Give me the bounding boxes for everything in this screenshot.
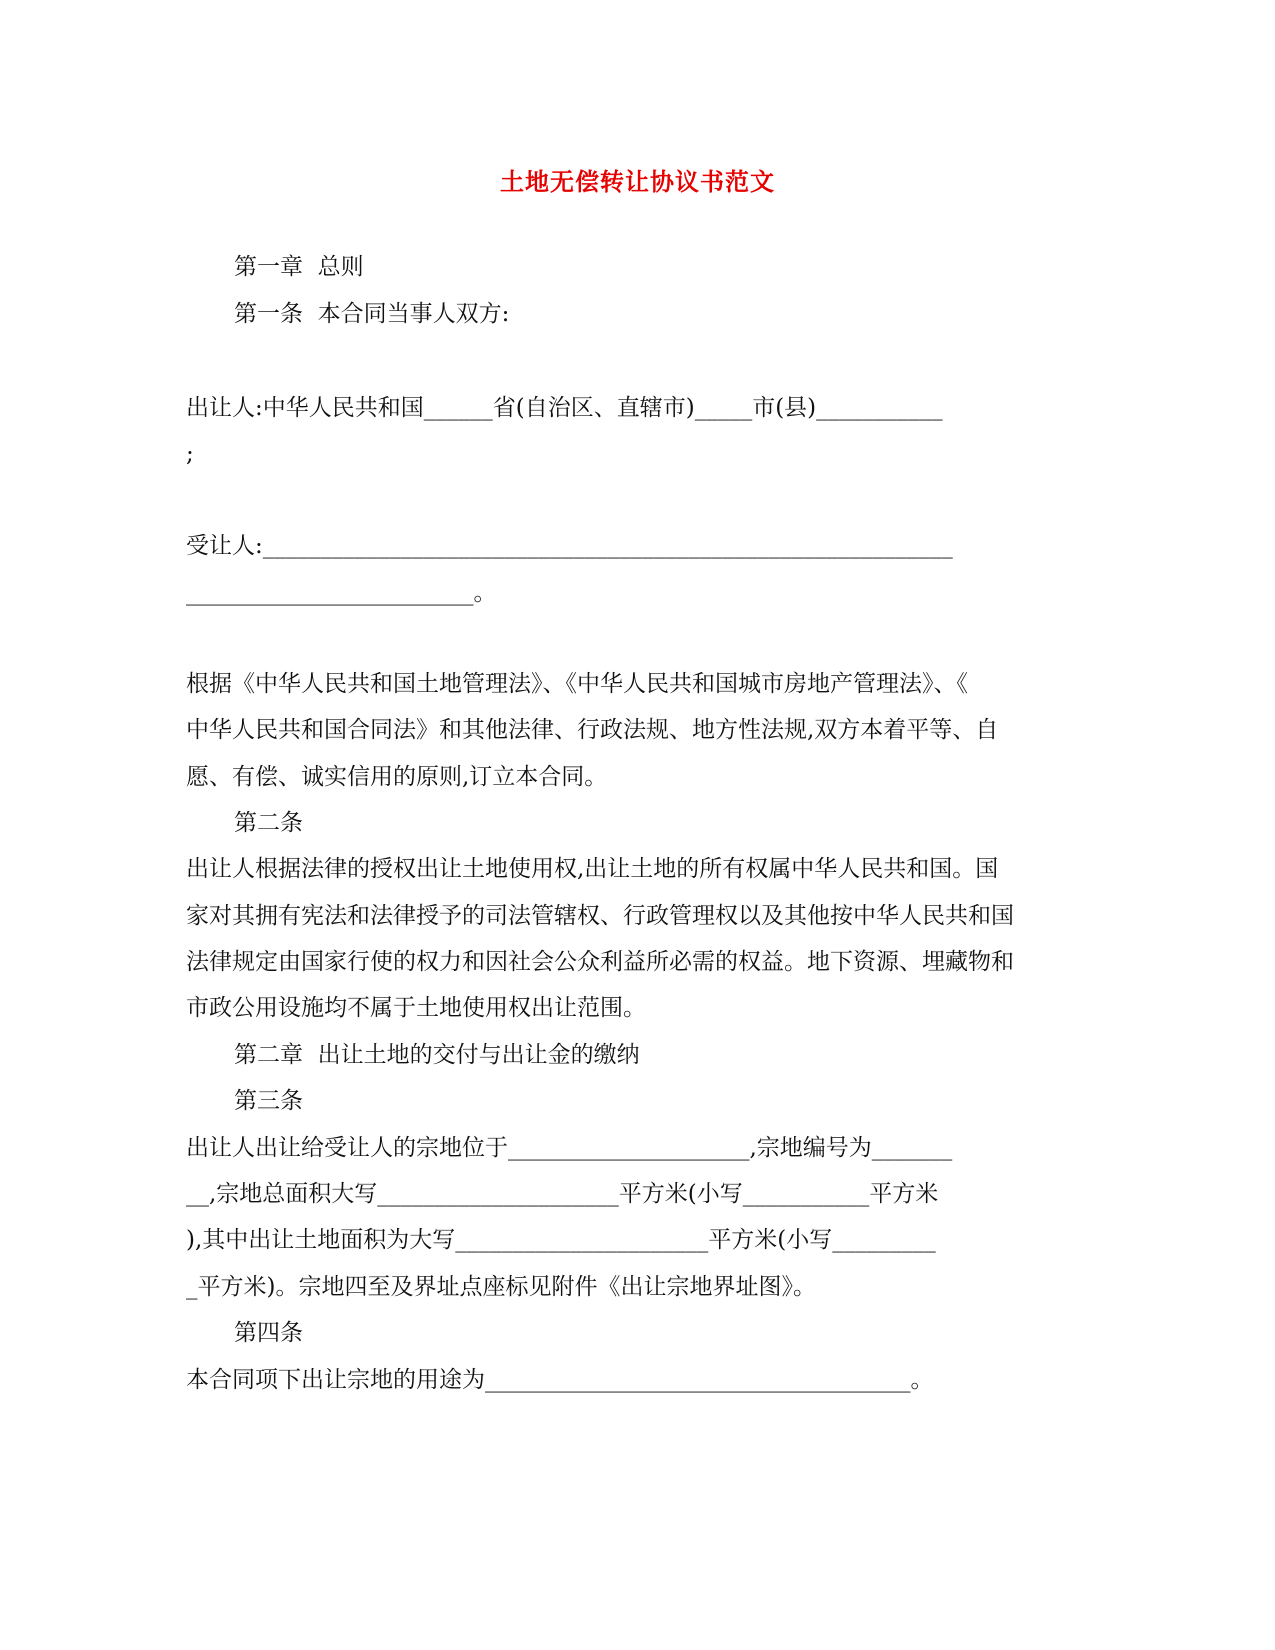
transferee-line-end: _________________________。 bbox=[186, 580, 497, 606]
article-3-line-4: _平方米)。宗地四至及界址点座标见附件《出让宗地界址图》。 bbox=[186, 1274, 816, 1300]
article-3-line-1: 出让人出让给受让人的宗地位于_____________________,宗地编号为_______ bbox=[186, 1135, 953, 1161]
document-title: 土地无偿转让协议书范文 bbox=[500, 167, 775, 196]
chapter-2-heading: 第二章 出让土地的交付与出让金的缴纳 bbox=[234, 1042, 640, 1068]
transferor-line-end: ; bbox=[186, 441, 194, 467]
article-3-heading: 第三条 bbox=[234, 1088, 303, 1114]
article-4-heading: 第四条 bbox=[234, 1320, 303, 1346]
article-1-heading: 第一条 本合同当事人双方: bbox=[234, 301, 510, 327]
article-2-line-1: 出让人根据法律的授权出让土地使用权,出让土地的所有权属中华人民共和国。国 bbox=[186, 856, 999, 882]
article-4-line-1: 本合同项下出让宗地的用途为_____________________________________。 bbox=[186, 1367, 934, 1393]
transferee-line: 受让人:____________________________________________________________ bbox=[186, 533, 953, 559]
transferor-line: 出让人:中华人民共和国______省(自治区、直辖市)_____市(县)___________ bbox=[186, 395, 943, 421]
article-2-heading: 第二条 bbox=[234, 810, 303, 836]
basis-paragraph-line-3: 愿、有偿、诚实信用的原则,订立本合同。 bbox=[186, 764, 608, 790]
article-3-line-3: ),其中出让土地面积为大写______________________平方米(小写_________ bbox=[186, 1227, 936, 1253]
article-2-line-3: 法律规定由国家行使的权力和因社会公众利益所必需的权益。地下资源、埋藏物和 bbox=[186, 949, 1014, 975]
article-2-line-4: 市政公用设施均不属于土地使用权出让范围。 bbox=[186, 995, 646, 1021]
basis-paragraph-line-1: 根据《中华人民共和国土地管理法》、《中华人民共和国城市房地产管理法》、《 bbox=[186, 671, 968, 697]
chapter-1-heading: 第一章 总则 bbox=[234, 254, 364, 280]
article-2-line-2: 家对其拥有宪法和法律授予的司法管辖权、行政管理权以及其他按中华人民共和国 bbox=[186, 903, 1014, 929]
basis-paragraph-line-2: 中华人民共和国合同法》和其他法律、行政法规、地方性法规,双方本着平等、自 bbox=[186, 717, 999, 743]
article-3-line-2: __,宗地总面积大写_____________________平方米(小写___________平方米 bbox=[186, 1181, 939, 1207]
